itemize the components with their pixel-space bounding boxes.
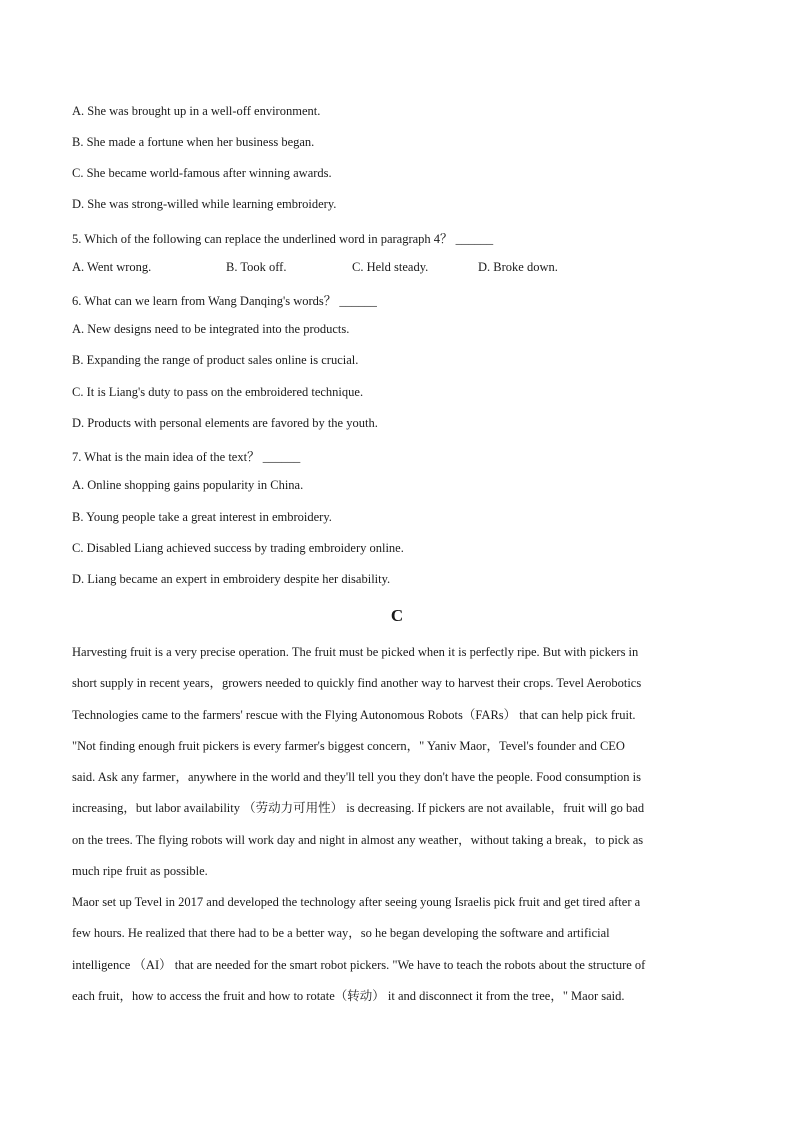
passage-line: Technologies came to the farmers' rescue with the Flying Autonomous Robots（FARs） that can help pick fruit. bbox=[72, 707, 636, 722]
q5-option-a: A. Went wrong. bbox=[72, 260, 152, 274]
passage-line: short supply in recent years，growers needed to quickly find another way to harvest their crops. Tevel Aerobotics bbox=[72, 676, 642, 691]
q5-option-c: C. Held steady. bbox=[352, 260, 429, 274]
passage-paragraph-1 bbox=[72, 637, 722, 887]
q6-option-d: D. Products with personal elements are favored by the youth. bbox=[72, 416, 378, 430]
q4-option-a: A. She was brought up in a well-off environment. bbox=[72, 104, 321, 118]
q5-option-b: B. Took off. bbox=[226, 260, 287, 274]
passage-line: much ripe fruit as possible. bbox=[72, 864, 208, 879]
passage-line: Maor set up Tevel in 2017 and developed the technology after seeing young Israelis pick fruit and get tired after a bbox=[72, 895, 641, 909]
q6-option-b: B. Expanding the range of product sales online is crucial. bbox=[72, 353, 359, 367]
passage-line: on the trees. The flying robots will work day and night in almost any weather，without taking a break，to pick as bbox=[72, 832, 644, 847]
q7-option-a: A. Online shopping gains popularity in China. bbox=[72, 478, 304, 492]
q4-option-b: B. She made a fortune when her business began. bbox=[72, 135, 315, 149]
q4-option-c: C. She became world-famous after winning awards. bbox=[72, 166, 332, 180]
passage-line: intelligence （AI） that are needed for the smart robot pickers. "We have to teach the robots about the structure of bbox=[72, 957, 646, 972]
q6-question: 6. What can we learn from Wang Danqing's words？ ______ bbox=[72, 294, 377, 308]
passage-paragraph-2 bbox=[72, 887, 722, 1012]
passage-line: Harvesting fruit is a very precise operation. The fruit must be picked when it is perfectly ripe. But with pickers in bbox=[72, 645, 639, 659]
section-heading: C bbox=[390, 606, 404, 625]
q5-question: 5. Which of the following can replace the underlined word in paragraph 4？ ______ bbox=[72, 232, 494, 246]
passage-line: said. Ask any farmer，anywhere in the world and they'll tell you they don't have the people. Food consumption is bbox=[72, 770, 641, 785]
passage-line: "Not finding enough fruit pickers is every farmer's biggest concern，" Yaniv Maor，Tevel's founder and CEO bbox=[72, 738, 625, 753]
q6-option-a: A. New designs need to be integrated into the products. bbox=[72, 322, 350, 336]
q7-option-b: B. Young people take a great interest in embroidery. bbox=[72, 510, 332, 524]
q7-option-c: C. Disabled Liang achieved success by trading embroidery online. bbox=[72, 541, 404, 555]
q6-option-c: C. It is Liang's duty to pass on the embroidered technique. bbox=[72, 385, 364, 399]
q5-option-d: D. Broke down. bbox=[478, 260, 558, 274]
passage-line: each fruit，how to access the fruit and how to rotate（转动） it and disconnect it from the tree，" Maor said. bbox=[72, 988, 625, 1003]
passage-line: few hours. He realized that there had to be a better way，so he began developing the software and artificial bbox=[72, 926, 610, 941]
q7-question: 7. What is the main idea of the text？ ______ bbox=[72, 450, 301, 464]
q4-option-d: D. She was strong-willed while learning embroidery. bbox=[72, 197, 337, 211]
passage-line: increasing，but labor availability （劳动力可用性） is decreasing. If pickers are not available，fruit will go bad bbox=[72, 801, 645, 816]
q7-option-d: D. Liang became an expert in embroidery despite her disability. bbox=[72, 572, 391, 586]
